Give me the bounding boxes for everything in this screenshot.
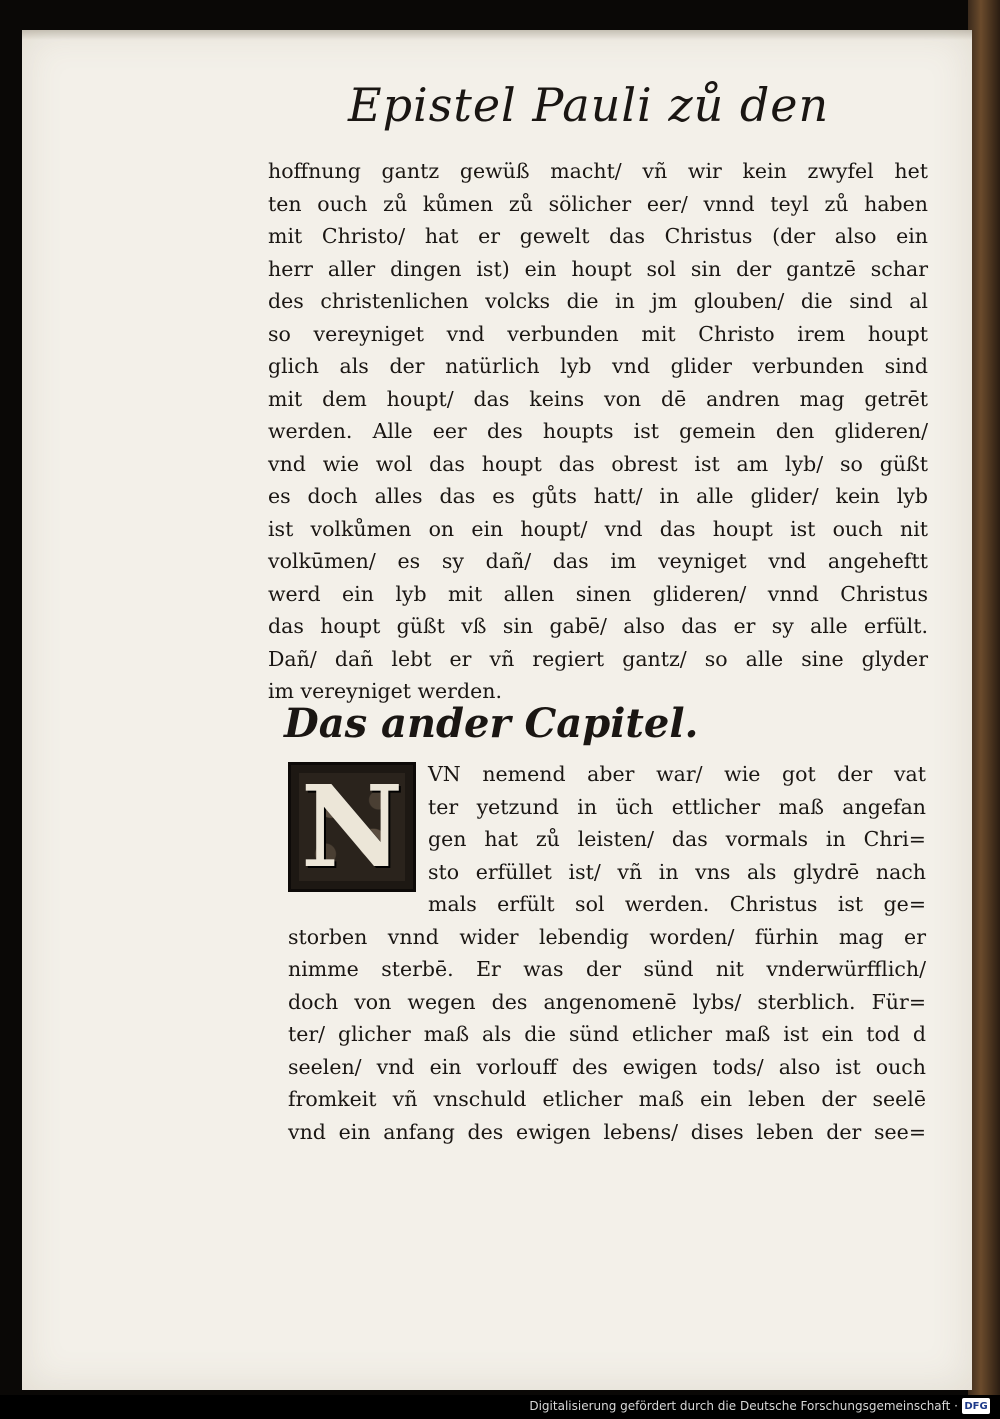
text-line: volkūmen/ es sy dañ/ das im veyniget vnd angeheftt: [268, 549, 928, 573]
dfg-logo-icon: DFG: [962, 1398, 990, 1414]
text-line: gen hat zů leisten/ das vormals in Chri=: [428, 827, 926, 851]
text-line: VN nemend aber war/ wie got der vat: [428, 762, 926, 786]
body-text: [268, 155, 928, 708]
text-line: ten ouch zů kůmen zů sölicher eer/ vnnd teyl zů haben: [268, 191, 928, 216]
footer-bar: [0, 1395, 1000, 1419]
text-line: vnd ein anfang des ewigen lebens/ dises leben der see=: [288, 1119, 926, 1144]
text-line: werden. Alle eer des houpts ist gemein den glideren/: [268, 419, 928, 443]
text-line: des christenlichen volcks die in jm glouben/ die sind al: [268, 289, 928, 313]
text-line: ist volkůmen on ein houpt/ vnd das houpt ist ouch nit: [268, 516, 928, 541]
chapter-heading: Das ander Capitel.: [284, 700, 699, 747]
text-line: vnd wie wol das houpt das obrest ist am lyb/ so güßt: [268, 451, 928, 476]
initial-letter: N: [300, 762, 404, 892]
text-line: glich als der natürlich lyb vnd glider verbunden sind: [268, 354, 928, 378]
text-line: ter yetzund in üch ettlicher maß angefan: [428, 794, 926, 819]
text-line: es doch alles das es gůts hatt/ in alle glider/ kein lyb: [268, 484, 928, 508]
text-line: werd ein lyb mit allen sinen glideren/ vnnd Christus: [268, 581, 928, 606]
text-line: das houpt güßt vß sin gabē/ also das er sy alle erfült.: [268, 614, 928, 638]
text-line: so vereyniget vnd verbunden mit Christo irem houpt: [268, 321, 928, 346]
text-line: storben vnnd wider lebendig worden/ fürhin mag er: [288, 924, 926, 949]
text-line: sto erfüllet ist/ vñ in vns als glydrē nach: [428, 859, 926, 884]
chapter-text: [288, 758, 926, 1148]
text-line: im vereyniget werden.: [268, 679, 502, 703]
text-line: seelen/ vnd ein vorlouff des ewigen tods/ also ist ouch: [288, 1054, 926, 1079]
text-line: mit Christo/ hat er gewelt das Christus (der also ein: [268, 224, 928, 248]
text-line: doch von wegen des angenomenē lybs/ sterblich. Für=: [288, 989, 926, 1014]
book-edge: [968, 0, 1000, 1395]
running-title: Epistel Pauli zů den: [348, 78, 830, 132]
footer-credit: Digitalisierung gefördert durch die Deutsche Forschungsgemeinschaft ·: [529, 1399, 958, 1413]
text-line: ter/ glicher maß als die sünd etlicher maß ist ein tod d: [288, 1022, 926, 1046]
text-line: mit dem houpt/ das keins von dē andren mag getrēt: [268, 386, 928, 411]
page-shadow: [22, 30, 972, 40]
text-line: nimme sterbē. Er was der sünd nit vnderwürfflich/: [288, 957, 926, 981]
text-line: Dañ/ dañ lebt er vñ regiert gantz/ so alle sine glyder: [268, 646, 928, 671]
text-line: mals erfült sol werden. Christus ist ge=: [428, 892, 926, 916]
text-line: herr aller dingen ist) ein houpt sol sin der gantzē schar: [268, 256, 928, 281]
text-line: hoffnung gantz gewüß macht/ vñ wir kein zwyfel het: [268, 159, 928, 183]
text-line: fromkeit vñ vnschuld etlicher maß ein leben der seelē: [288, 1087, 926, 1111]
